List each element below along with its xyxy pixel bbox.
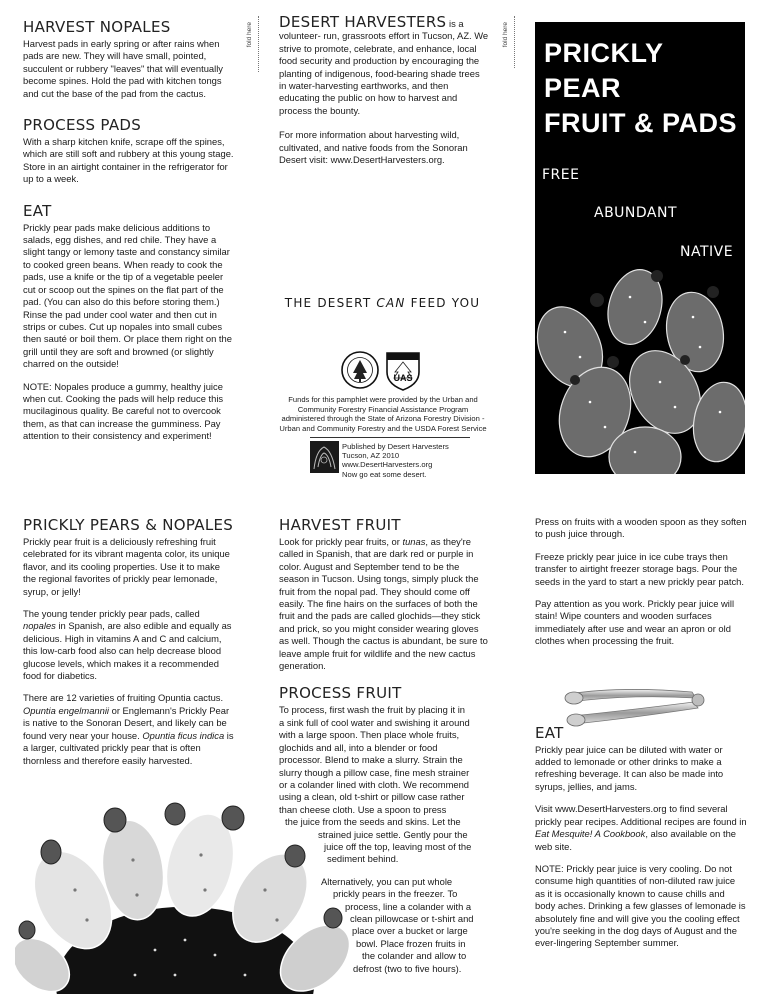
fold-line-1 [258,16,259,72]
process-pads-heading: PROCESS PADS [23,116,142,135]
cover-word-abundant: ABUNDANT [594,205,678,221]
process-fruit-text: To process, first wash the fruit by placing it in a sink full of cool water and swishing it around with a large spoon. Then place whole fruits, glochids and all, into a blender or food processor. Blend to make a slurry. Strain the slurry though a pillow case, fine mesh strainer or a colander lined with cloth. We recommend using a clean, old t-shirt or pillow case rather than cheese cloth. Use a spoon to press the juice from the seeds and skins. Let the strained juice settle. Gently pour the juice off the top, leaving most of the sediment behind. [279,704,472,865]
harvest-nopales-heading: HARVEST NOPALES [23,18,171,36]
fold-label-1: fold here [246,22,253,48]
desert-harvesters-lead: is a volunteer- [279,18,464,42]
tagline-part-1: THE DESERT [284,296,377,310]
nopales-note: NOTE: Nopales produce a gummy, healthy juice when cut. Cooking the pads will help reduce this mucilaginous quality. Be careful not to overcook them, as that can increase the gumminess. Pay attention to their consistency and experiment! [23,380,224,442]
publisher-info [342,442,482,479]
press-fruits-text: Press on fruits with a wooden spoon as they soften to push juice through. [535,516,747,540]
tagline [270,296,495,310]
juice-note: NOTE: Prickly pear juice is very cooling. Do not consume high quantities of non-diluted raw juice as it is occasionally known to cause chills and body aches. Drinking a few glasses of lemonade is absolutely fine and will give you the cooling effect you're seeking in the dog days of August and the ever-lingering September summer. [535,862,746,949]
tongs-image [560,676,710,734]
arizona-forestry-logo [341,351,379,389]
process-fruit-heading: PROCESS FRUIT [279,684,402,703]
svg-text:UAS: UAS [393,373,413,383]
credits-divider [310,437,470,438]
fold-label-2: fold here [502,22,509,48]
publisher-line-2: Tucson, AZ 2010 [342,451,400,461]
cover-title [544,36,737,141]
publisher-line-4: Now go eat some desert. [342,469,427,479]
publisher-line-3: www.DesertHarvesters.org [342,460,433,470]
prickly-pears-nopales-heading: PRICKLY PEARS & NOPALES [23,516,234,534]
eat-pads-heading: EAT [23,201,52,220]
more-info-text: For more information about harvesting wild, cultivated, and native foods from the Sonoran Desert visit: www.DesertHarvesters.org. [279,129,468,166]
bottom-middle-column [279,516,491,985]
cover-title-line-3: FRUIT & PADS [544,108,737,138]
cover-title-line-1: PRICKLY [544,38,664,68]
cover-panel [535,22,745,474]
tagline-part-3: FEED YOU [405,296,481,310]
desert-harvesters-intro [279,13,489,117]
cactus-cover-image [535,262,745,474]
bottom-right-column [535,516,747,960]
tagline-part-2: CAN [376,296,406,310]
forest-service-logo [383,350,423,392]
freeze-juice-text: Freeze prickly pear juice in ice cube trays then transfer to airtight freezer storage bags. Pour the seeds in the yard to start a new prickly pear patch. [535,550,744,587]
eat-pads-text: Prickly pear pads make delicious additions to salads, egg dishes, and red chile. They have a slight tangy or lemony taste and constancy similar to cooked green beans. When ready to cook the pads, use a knife or the tip of a vegetable peeler cut or scoop out the spines on the flat part of the pad. (You can also do this before storing them.) Rinse the pad under cool water and then cut in strips or cubes. Cut up nopales into small cubes then sauté or boil them. Or place them right on the grill until they are soft and browned (or slightly charred on the outside! [23,221,232,370]
desert-harvesters-logo [310,441,339,473]
fold-line-2 [514,16,515,68]
harvest-fruit-text: Look for prickly pear fruits, or tunas, as they're called in Spanish, that are dark red or purple in color. August and September tend to be the season in Tucson. Using tongs, simply pluck the fruit from the nopal pad. They should come off easily. The fine hairs on the surfaces of both the fruit and the pads are called glochids—they stick and prick, so you might consider wearing gloves as well. Though the cactus is abundant, be sure to leave ample fruit for wildlife and the new cactus generation. [279,536,488,672]
freezer-method-text: Alternatively, you can put whole prickly pears in the freezer. To process, line a colander with a clean pillowcase or t-shirt and place over a bucket or large bowl. Place frozen fruits in the colander and allow to defrost (two to five hours). [321,875,474,974]
eat-fruit-text: Prickly pear juice can be diluted with water or added to lemonade or other drinks to make a refreshing beverage. It can also be made into syrups, jellies, and jams. [535,743,724,792]
eat-fruit-heading: EAT [535,723,564,742]
desert-harvesters-heading: DESERT HARVESTERS [279,13,447,31]
publisher-line-1: Published by Desert Harvesters [342,442,449,451]
pp-paragraph-1: Prickly pear fruit is a deliciously refreshing fruit celebrated for its vibrant magenta color, its unique flavor, and its cooling properties. Use it to make the regional favorites of prickly pear lemonade, syrup, or jelly! [23,536,230,597]
pp-paragraph-3: There are 12 varieties of fruiting Opuntia cactus. Opuntia engelmannii or Englemann's Prickly Pear is native to the Sonoran Desert, and likely can be found very near your house. Opuntia ficus indica is a larger, cultivated prickly pear that is often thornless and therefore easily harvested. [23,692,234,766]
harvest-nopales-text: Harvest pads in early spring or after rains when pads are new. They will have small, pointed, succulent or rubbery "leaves" that will eventually become spines. Hold the pad with kitchen tongs and cut the base of the pad from the cactus. [23,38,223,99]
stain-warning-text: Pay attention as you work. Prickly pear juice will stain! Wipe counters and wooden surfaces immediately after use and wear an apron or old clothes when processing the fruit. [535,598,735,647]
visit-text: Visit www.DesertHarvesters.org to find several prickly pear recipes. Additional recipes are found in Eat Mesquite! A Cookbook, also available on the web site. [535,803,747,852]
cover-title-line-2: PEAR [544,73,622,103]
top-middle-column [279,13,489,176]
process-pads-text: With a sharp kitchen knife, scrape off the spines, which are still soft and rubbery at this young stage. Store in an airtight container in the refrigerator for up to a week. [23,136,234,185]
desert-harvesters-text: run, grassroots effort in Tucson, AZ. We strive to promote, celebrate, and enhance, local food security and production by encouraging the planting of indigenous, food-bearing shade trees in water-harvesting earthworks, and then educating the public on how to harvest and process the bounty. [279,30,489,116]
harvest-fruit-heading: HARVEST FRUIT [279,516,401,534]
bottom-left-column [23,516,235,777]
cover-word-native: NATIVE [680,244,734,260]
cover-word-free: FREE [542,167,580,183]
pp-paragraph-2: The young tender prickly pear pads, called nopales in Spanish, are also edible and equally as delicious. High in vitamins A and C and calcium, this low-carb food also can help decrease blood glucose levels, which makes it a recommended food for diabetics. [23,608,232,682]
top-left-column [23,18,235,453]
funding-credits: Funds for this pamphlet were provided by the Urban and Community Forestry Financial Assistance Program administered through the State of Arizona Forestry Division - Urban and Community Forestry and the USDA Forest Service [279,395,487,433]
